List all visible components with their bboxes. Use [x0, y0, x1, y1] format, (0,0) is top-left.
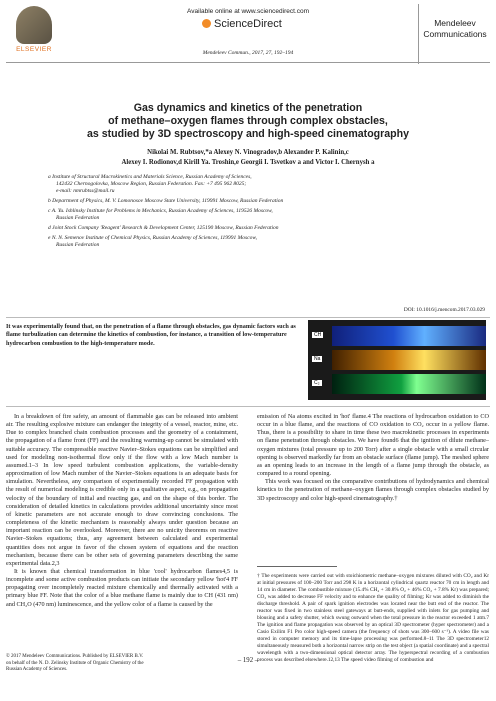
spectral-strip-c2: [332, 374, 486, 394]
affiliation-line: d Joint Stock Company 'Reagent' Research & Development Center, 125190 Moscow, Russian Federation: [48, 225, 279, 231]
affiliation-line: 142432 Chernogolovka, Moscow Region, Russian Federation. Fax: +7 495 962 8025;: [56, 181, 247, 187]
journal-citation: Mendeleev Commun., 2017, 27, 192–194: [202, 50, 294, 56]
body-paragraph: In a breakdown of fire safety, an amount of flammable gas can be released into ambient air. The resulting explosive mixture can endanger the integrity of a vessel, reactor, mine, etc. Due to complex branched chain combustion processes and the geometry of a containment, the propagation of a flame front (FF) and the resulting warming-up cannot be simulated with suitable accuracy. The compressible reactive Navier–Stokes equations can be simplified and used for modeling non-isothermal flow only if the flow with a low Mach number is assumed.1–3 In low speed turbulent combustion applications, the variable-density approximation of low Mach number of the Navier–Stokes equations is an adequate basis for simulation. Nevertheless, any comparison of experimentally recorded FF propagation with the result of numerical modeling is credible only in a qualitative aspect, e.g., on propagation velocity of the boundary of initial and reacting gas, and on the shape of this border. The consideration of detailed kinetics in calculations provides additional uncertainty since most of kinetic parameters are not accurate enough to draw convincing conclusions. The completeness of the kinetic mechanism is reasonably always under question because an important reaction can be overlooked. Moreover, there are no unicity theorems on reactive Navier–Stokes equations; thus, any agreement between calculated and experimental quantities does not argue in favor of the chosen system of equations and the reaction mechanism, because there can be other sets of governing parameters describing the same experimental data.2,3: [6, 413, 238, 567]
spectral-strip-na: [332, 350, 486, 370]
body-column-right: [257, 413, 489, 503]
affiliation-line: a Institute of Structural Macrokinetics and Materials Science, Russian Academy of Sciences,: [48, 174, 252, 180]
graphic-label-na: Na: [314, 356, 321, 362]
graphic-label-c2: C₂: [314, 380, 320, 386]
sciencedirect-dot-icon: [202, 19, 211, 28]
affiliation-email: e-mail: nmrubtss@mail.ru: [56, 188, 115, 194]
title-line: as studied by 3D spectroscopy and high-speed cinematography: [86, 128, 409, 140]
affiliation-line: e N. N. Semenov Institute of Chemical Physics, Russian Academy of Sciences, 119991 Moscow,: [48, 235, 257, 241]
body-column-left: [6, 413, 238, 609]
affiliation-line: b Department of Physics, M. V. Lomonosov Moscow State University, 119991 Moscow, Russian Federation: [48, 198, 284, 204]
body-paragraph: It is known that chemical transformation in blue 'cool' hydrocarbon flames4,5 is incomplete and some active combustion products can initiate the secondary yellow 'hot'4 FF propagating over incompletely reacted mixture chemically and thermally activated with a primary blue FF. Note that the color of a blue methane flame is mainly due to CH (431 nm) and CH₂O (470 nm) luminescence, and the yellow color of a flame is caused by the: [6, 567, 238, 608]
graphical-abstract-image: [308, 320, 486, 400]
affiliation-line: c A. Yu. Ishlinsky Institute for Problems in Mechanics, Russian Academy of Sciences, 119526 Moscow,: [48, 208, 273, 214]
author-list: [30, 148, 466, 167]
experimental-footnote: † The experiments were carried out with stoichiometric methane–oxygen mixtures diluted with CO₂ and Kr at initial pressures of 100–200 Torr and 298 K in a horizontal cylindrical quartz reactor 70 cm in length and 14 cm in diameter. The combustible mixture (15.4% CH₄ + 30.8% O₂ + 46% CO₂ + 7.8% Kr) was prepared; CO₂ was added to decrease FF velocity and to enhance the quality of filming; Kr was added to diminish the discharge threshold. A pair of spark ignition electrodes was located near the butt end of the reactor. The reactor was fixed in two stainless steel gateways at butt-ends, supplied with inlets for gas pumping and blousing and a safety shutter, which swung outward when the total pressure in the reactor exceeded 1 atm.7 The ignition and flame propagation was observed by an optical 3D spectrometer (hyper spectrometer) and a Casio Exilim F1 Pro color high-speed camera (the frequency of shots was 300–600 s⁻¹). A video file was stored in computer memory and its time-lapse processing was performed.8–11 The 3D spectrometer12 simultaneously measured both a horizontal narrow strip on the test object (a spatial coordinate) and a spectral wavelength with a two-dimensional optical detector array. The hyperspectral recording of a combustion process was described elsewhere.12,13 The speed video filming of combustion and: [257, 573, 489, 663]
online-availability: Available online at www.sciencedirect.com: [187, 8, 309, 15]
spectral-strip-ch: [332, 326, 486, 346]
copyright-line: Russian Academy of Sciences.: [6, 667, 68, 673]
body-paragraph: This work was focused on the comparative contributions of hydrodynamics and chemical kinetics to the penetration of methane–oxygen flames through complex obstacles studied by 3D spectroscopy and color high-speed cinematography.†: [257, 478, 489, 502]
journal-name-line2: Communications: [423, 29, 487, 39]
platform-name: ScienceDirect: [214, 18, 282, 30]
graphic-label-ch: CH: [314, 332, 322, 338]
footnote-divider: [257, 566, 337, 567]
journal-name-box: [418, 4, 491, 64]
body-divider: [6, 406, 490, 407]
authors-line: Alexey I. Rodionov,d Kirill Ya. Troshin,e Georgii I. Tsvetkov a and Victor I. Chernysh a: [121, 158, 375, 166]
affiliation-line: Russian Federation: [56, 215, 100, 221]
affiliation-line: Russian Federation: [56, 242, 100, 248]
title-line: of methane–oxygen flames through complex obstacles,: [108, 115, 388, 127]
title-line: Gas dynamics and kinetics of the penetration: [133, 102, 363, 114]
article-title: [40, 102, 456, 141]
abstract-text: It was experimentally found that, on the penetration of a flame through obstacles, gas dynamic factors such as flame turbulization can determine the kinetics of combustion, for instance, a transition of low-temperature hydrocarbon combustion to the high-temperature mode.: [6, 323, 296, 347]
doi-link[interactable]: DOI: 10.1016/j.mencom.2017.03.029: [403, 307, 485, 313]
publisher-name: ELSEVIER: [16, 46, 52, 53]
sciencedirect-logo: [202, 18, 282, 30]
copyright-line: on behalf of the N. D. Zelinsky Institute of Organic Chemistry of the: [6, 660, 144, 666]
abstract-divider: [6, 317, 490, 318]
authors-line: Nikolai M. Rubtsov,*a Alexey N. Vinogradov,b Alexander P. Kalinin,c: [147, 149, 349, 156]
journal-name-line1: Mendeleev: [434, 18, 476, 28]
body-paragraph: emission of Na atoms excited in 'hot' flame.4 The reactions of hydrocarbon oxidation to CO occur in a blue flame, and the reactions of CO oxidation to CO₂ occur in a yellow flame. Thus, there is a possibility to share in time these two macrokinetic processes in experiments on flame penetration through obstacles. We have found6 that the ignition of dilute methane–oxygen mixtures (total pressure up to 200 Torr) after a single obstacle with a small circular opening is observed markedly far from an obstacle surface (flame jump). The meshed sphere as an opening leads to an increase in the length of a flame jump through the obstacle, as compared to a round opening.: [257, 413, 489, 478]
copyright-line: © 2017 Mendeleev Communications. Published by ELSEVIER B.V.: [6, 654, 144, 659]
page-number: – 192 –: [237, 657, 259, 664]
header-divider: [6, 62, 490, 63]
